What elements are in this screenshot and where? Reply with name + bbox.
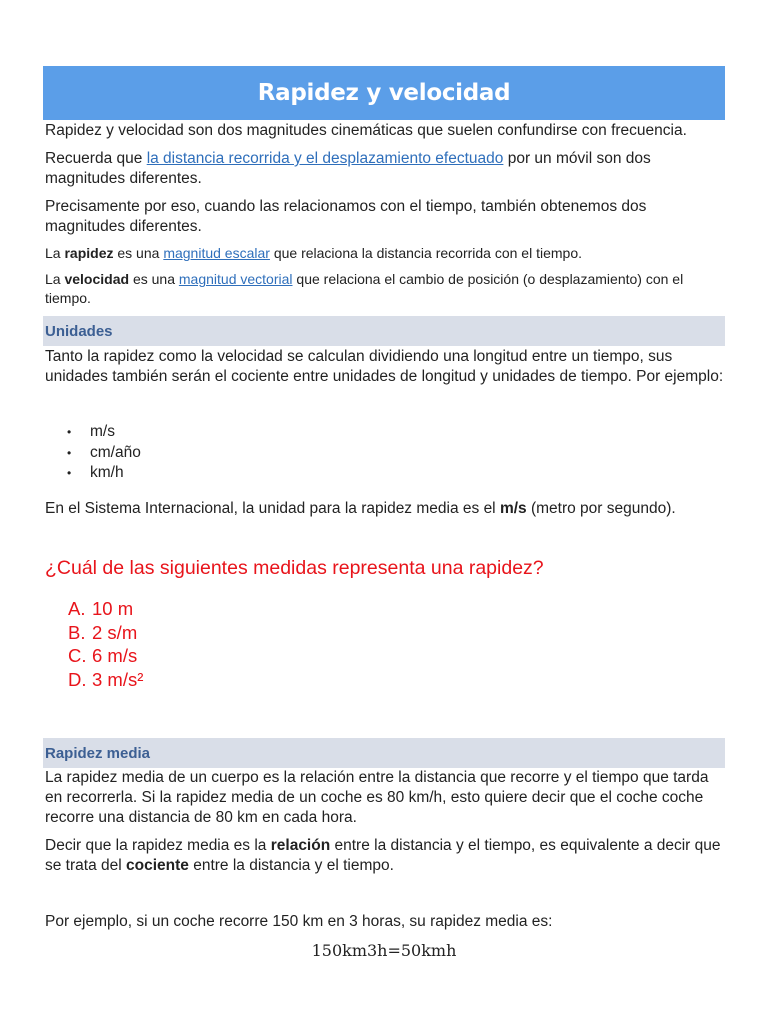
velocidad-term: velocidad [64,271,130,287]
recuerda-text-after: por un móvil son dos magnitudes diferentes. [45,150,651,187]
rapidez-definition [45,244,725,263]
option-text: 3 m/s² [92,668,144,690]
p2-mid: entre la distancia y el tiempo, es equivalente a decir que se trata del [45,837,721,874]
rapidez-def-mid: es una [113,245,164,261]
option-text: 2 s/m [92,621,138,643]
unit-item-text: m/s [90,423,115,440]
magnitud-escalar-link[interactable]: magnitud escalar [163,245,270,261]
recuerda-text-before: Recuerda que [45,150,147,167]
option-text: 6 m/s [92,645,138,666]
sistema-internacional-paragraph [45,499,725,519]
list-item [45,443,725,464]
list-item [45,422,725,443]
example-paragraph: Por ejemplo, si un coche recorre 150 km en 3 horas, su rapidez media es: [45,913,553,930]
intro-paragraph: Rapidez y velocidad son dos magnitudes cinemáticas que suelen confundirse con frecuencia. [45,122,687,139]
cociente-term: cociente [126,857,189,874]
precisamente-paragraph: Precisamente por eso, cuando las relacionamos con el tiempo, también obtenemos dos magnitudes diferentes. [45,198,647,235]
magnitud-vectorial-link[interactable]: magnitud vectorial [178,271,293,287]
rapidez-media-paragraph-1: La rapidez media de un cuerpo es la relación entre la distancia que recorre y el tiempo que tarda en recorrerla. Si la rapidez media de un coche es 80 km/h, esto quiere decir que el coche coche recorre una distancia de 80 km en cada hora. [45,769,709,826]
p2-post: entre la distancia y el tiempo. [188,857,394,874]
distancia-desplazamiento-link[interactable]: la distancia recorrida y el desplazamiento efectuado [146,150,504,167]
si-post: (metro por segundo). [526,500,676,517]
velocidad-def-mid: es una [129,271,179,287]
si-unit: m/s [499,500,527,517]
quiz-option-b[interactable] [45,621,725,645]
title-banner [43,66,725,120]
p2-pre: Decir que la rapidez media es la [45,837,271,854]
unidades-section-header [43,316,725,346]
quiz-question: ¿Cuál de las siguientes medidas representa una rapidez? [45,557,544,579]
page-title: Rapidez y velocidad [257,80,511,106]
velocidad-definition [45,270,725,308]
bullet-icon: • [67,445,72,460]
rapidez-def-post: que relaciona la distancia recorrida con el tiempo. [269,245,582,261]
option-letter: C. [68,645,87,666]
option-letter: A. [68,598,86,619]
relacion-term: relación [270,837,331,854]
rapidez-media-paragraph-2 [45,836,725,876]
quiz-option-c[interactable] [45,644,725,668]
unidades-heading: Unidades [45,322,113,340]
units-list [45,422,725,484]
bullet-icon: • [67,466,72,480]
list-item [45,463,725,484]
velocidad-def-post: que relaciona el cambio de posición (o desplazamiento) con el tiempo. [45,271,684,306]
option-letter: D. [68,668,87,690]
unidades-paragraph: Tanto la rapidez como la velocidad se calculan dividiendo una longitud entre un tiempo, sus unidades también serán el cociente entre unidades de longitud y unidades de tiempo. Por ejemplo: [45,348,724,385]
speed-formula: 150km3h=50kmh [311,941,457,960]
quiz-option-d[interactable] [45,668,725,692]
recuerda-paragraph [45,149,725,189]
unit-item-text: cm/año [90,443,141,461]
quiz-option-a[interactable] [45,597,725,621]
rapidez-media-heading: Rapidez media [45,744,151,762]
unit-item-text: km/h [90,464,124,481]
rapidez-media-section-header [43,738,725,768]
rapidez-def-pre: La [45,245,65,261]
quiz-options [45,597,725,691]
velocidad-def-pre: La [45,271,65,287]
rapidez-term: rapidez [64,245,114,261]
si-pre: En el Sistema Internacional, la unidad para la rapidez media es el [45,500,500,517]
option-text: 10 m [92,598,134,619]
bullet-icon: • [67,425,72,439]
units-list-container [45,422,725,484]
option-letter: B. [68,621,86,643]
